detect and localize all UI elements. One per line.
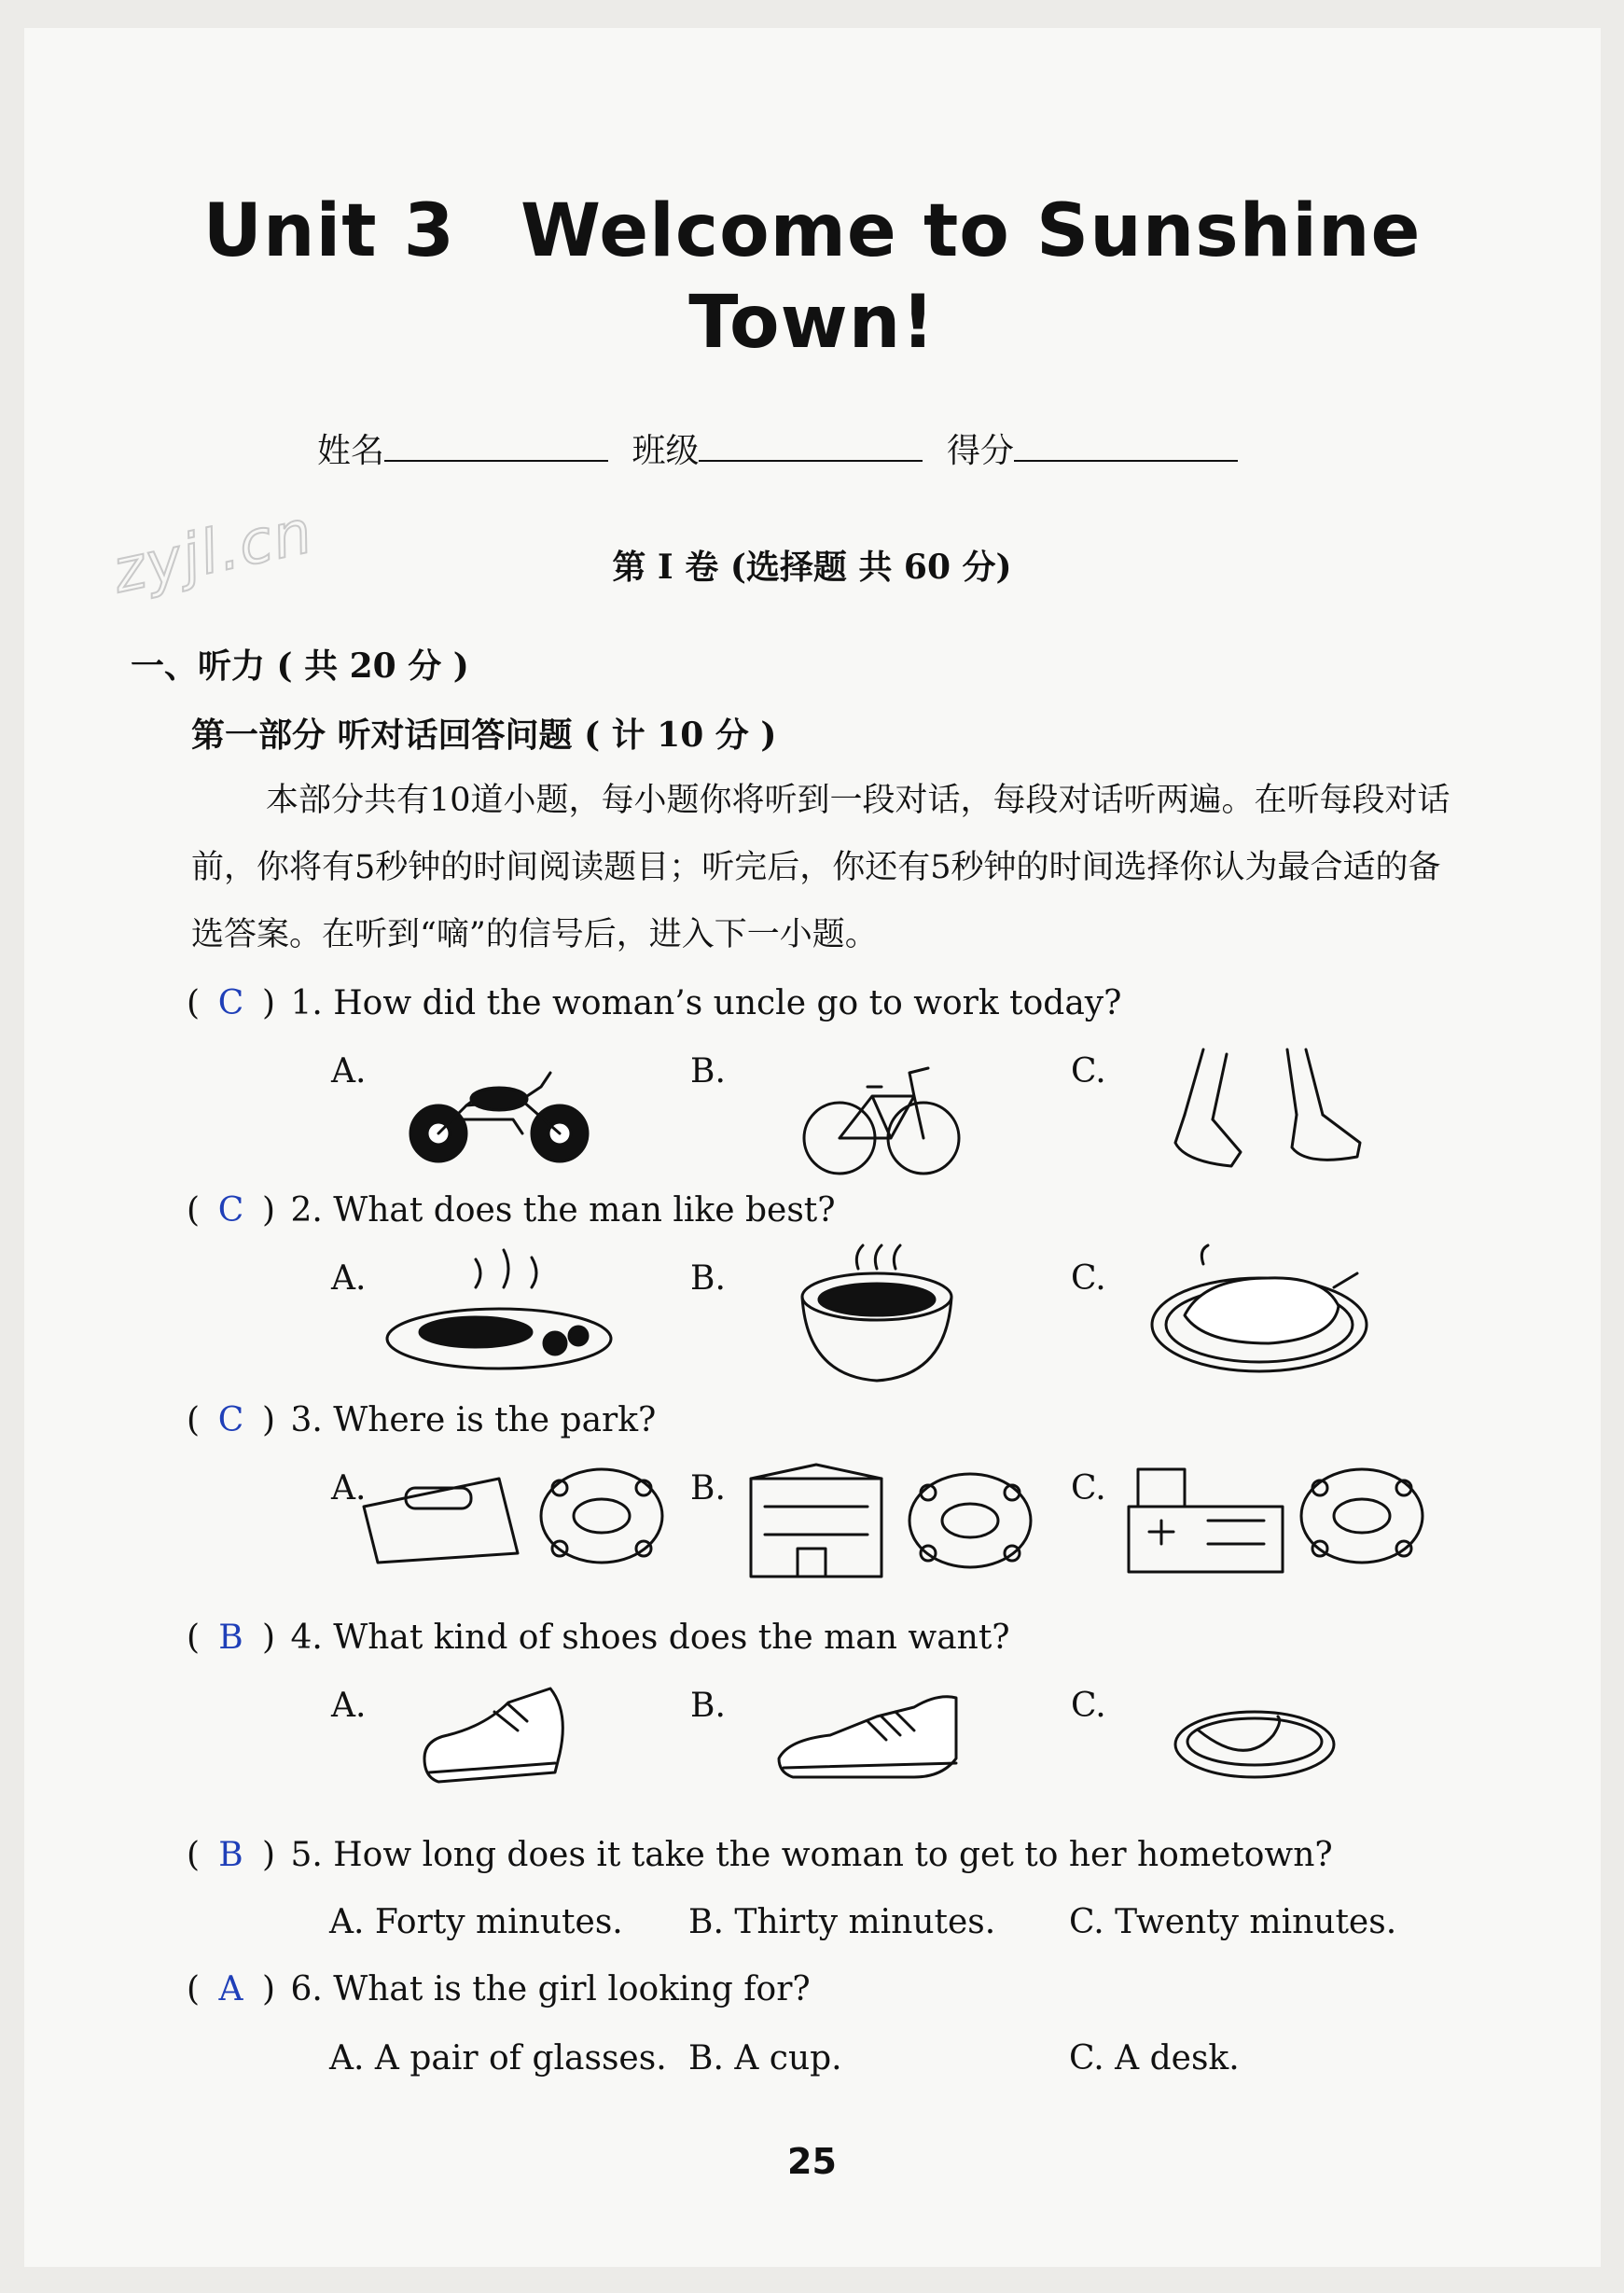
option-b[interactable]: B. A cup.: [688, 2039, 842, 2078]
unit-title-line1: Unit 3 Welcome to Sunshine: [202, 189, 1422, 273]
question-text: 5. How long does it take the woman to get to her hometown?: [290, 1836, 1333, 1874]
answer: C: [217, 984, 244, 1022]
question-2: ( C ) 2. What does the man like best?: [187, 1191, 836, 1230]
answer: C: [217, 1191, 244, 1230]
option-a[interactable]: A.: [331, 1052, 367, 1091]
page-number: 25: [787, 2141, 837, 2182]
park-near-hospital-icon: [1115, 1460, 1432, 1581]
question-text: 6. What is the girl looking for?: [290, 1970, 811, 2008]
option-a[interactable]: A.: [331, 1469, 367, 1508]
score-blank[interactable]: [1014, 426, 1238, 462]
slipper-icon: [1171, 1702, 1339, 1786]
question-4: ( B ) 4. What kind of shoes does the man want?: [187, 1619, 1010, 1657]
score-label: 得分: [946, 432, 1014, 470]
option-c[interactable]: C.: [1071, 1469, 1106, 1508]
option-b[interactable]: B.: [690, 1052, 726, 1091]
sports-shoe-icon: [774, 1688, 961, 1782]
question-text: 4. What kind of shoes does the man want?: [290, 1619, 1010, 1657]
option-b[interactable]: B.: [690, 1687, 726, 1725]
question-1: ( C ) 1. How did the woman’s uncle go to work today?: [187, 984, 1122, 1022]
option-b[interactable]: B. Thirty minutes.: [688, 1903, 996, 1941]
name-blank[interactable]: [384, 426, 608, 462]
option-c[interactable]: C.: [1071, 1052, 1106, 1091]
leather-shoe-icon: [420, 1684, 569, 1786]
option-c[interactable]: C. A desk.: [1069, 2039, 1240, 2078]
answer: C: [217, 1401, 244, 1439]
answer: B: [218, 1836, 243, 1874]
bicycle-icon: [802, 1045, 961, 1185]
walking-feet-icon: [1157, 1049, 1371, 1180]
section-subtitle: 第一部分 听对话回答问题 ( 计 10 分 ): [191, 716, 777, 755]
question-3: ( C ) 3. Where is the park?: [187, 1401, 657, 1439]
question-text: 1. How did the woman’s uncle go to work today?: [290, 984, 1122, 1022]
class-label: 班级: [632, 432, 700, 470]
watermark: zyjl.cn: [106, 497, 320, 607]
option-a[interactable]: A. Forty minutes.: [329, 1903, 623, 1941]
student-info: [317, 424, 1250, 472]
option-c[interactable]: C.: [1071, 1687, 1106, 1725]
instructions: 本部分共有10道小题，每小题你将听到一段对话，每段对话听两遍。在听每段对话前，你将有5秒钟的时间阅读题目；听完后，你还有5秒钟的时间选择你认为最合适的备选答案。在听到“嘀”的信号后，进入下一小题。: [191, 782, 1450, 953]
roast-duck-icon: [1147, 1250, 1371, 1381]
steak-icon: [382, 1250, 616, 1371]
unit-title-line2: Town!: [688, 281, 936, 365]
park-near-school-icon: [746, 1460, 1045, 1586]
option-c[interactable]: C. Twenty minutes.: [1069, 1903, 1397, 1941]
section-title: 一、听力 ( 共 20 分 ): [131, 646, 469, 686]
option-a[interactable]: A. A pair of glasses.: [329, 2039, 667, 2078]
motorcycle-icon: [401, 1054, 597, 1166]
option-a[interactable]: A.: [331, 1259, 367, 1298]
question-text: 2. What does the man like best?: [290, 1191, 836, 1230]
name-label: 姓名: [317, 432, 385, 470]
noodles-icon: [798, 1245, 956, 1385]
answer: A: [218, 1970, 243, 2008]
class-blank[interactable]: [699, 426, 923, 462]
question-5: ( B ) 5. How long does it take the woman to get to her hometown?: [187, 1836, 1333, 1874]
option-b[interactable]: B.: [690, 1259, 726, 1298]
option-b[interactable]: B.: [690, 1469, 726, 1508]
park-near-pool-icon: [359, 1460, 667, 1572]
answer: B: [218, 1619, 243, 1657]
option-a[interactable]: A.: [331, 1687, 367, 1725]
question-6: ( A ) 6. What is the girl looking for?: [187, 1970, 811, 2008]
part-title: 第 I 卷 (选择题 共 60 分): [612, 548, 1012, 587]
option-c[interactable]: C.: [1071, 1259, 1106, 1298]
question-text: 3. Where is the park?: [290, 1401, 657, 1439]
